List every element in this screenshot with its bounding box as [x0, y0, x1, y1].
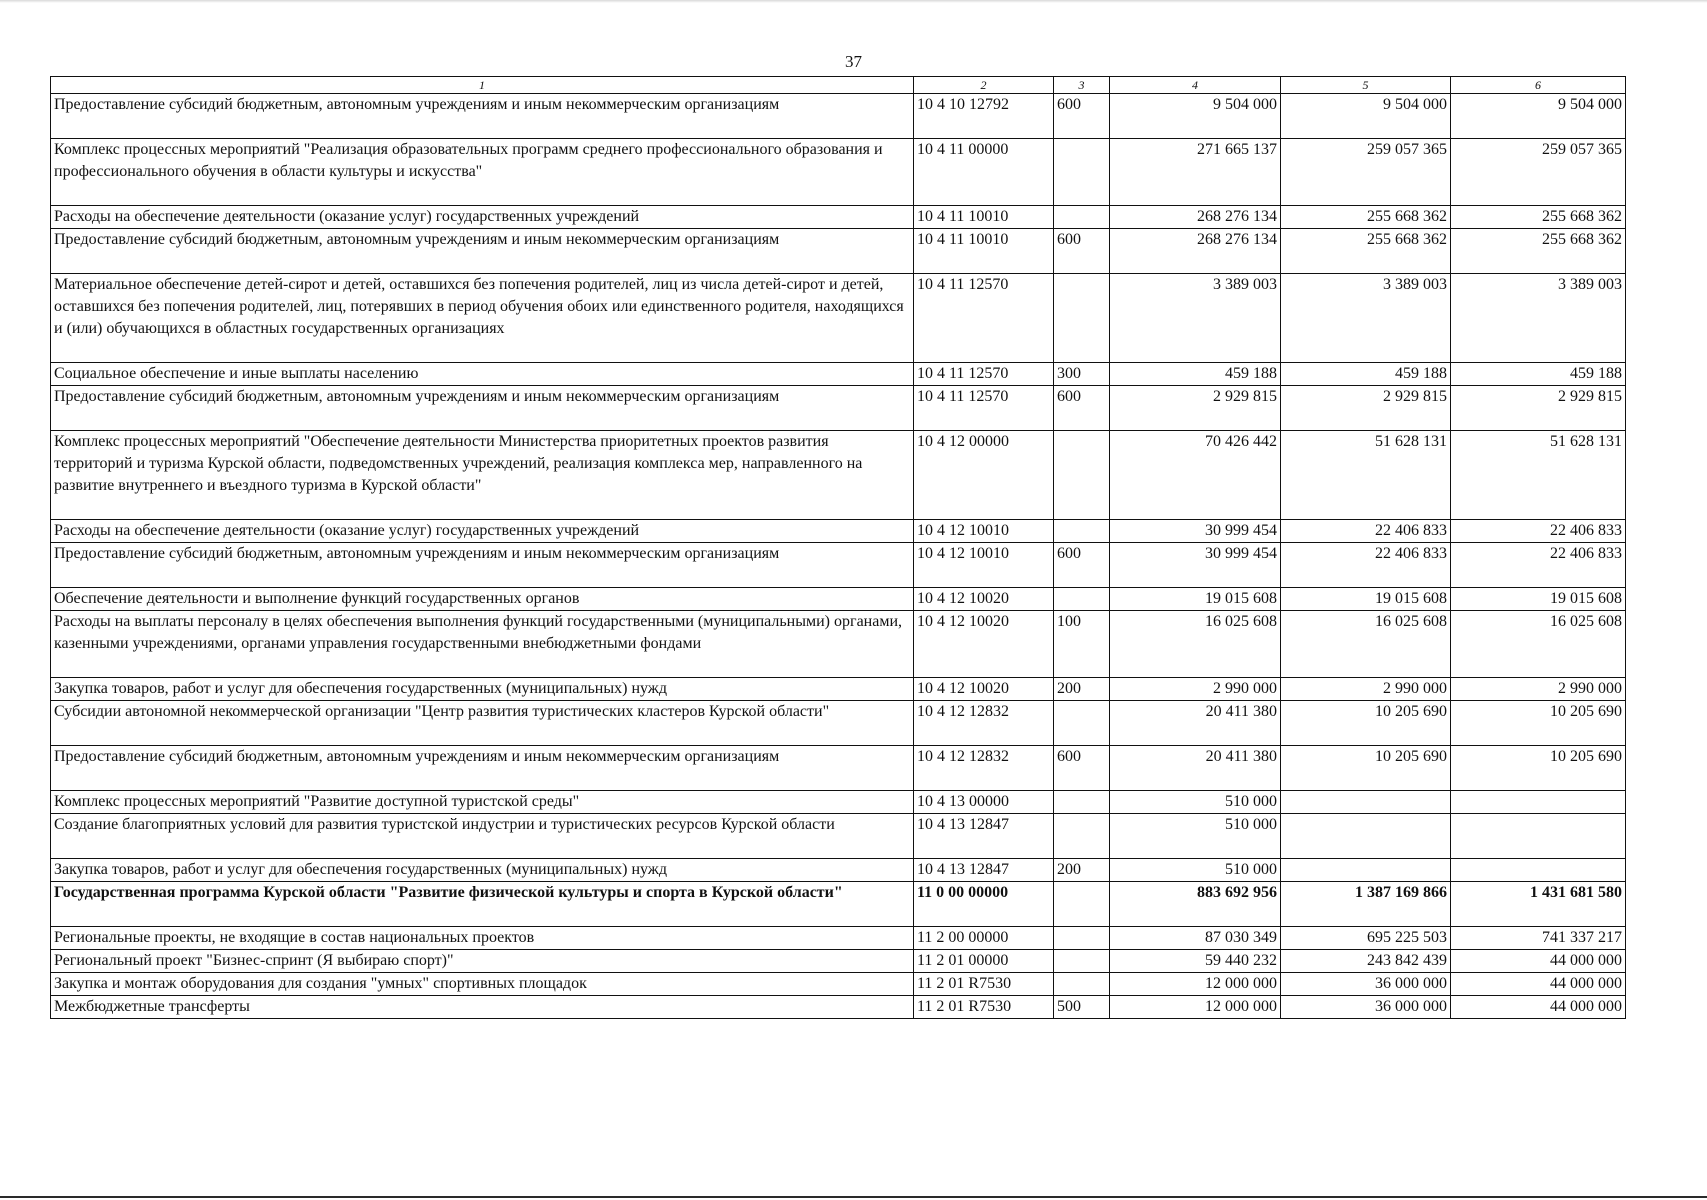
- amount-col5: 2 929 815: [1281, 386, 1451, 431]
- row-name: Региональный проект "Бизнес-спринт (Я выбираю спорт)": [51, 950, 914, 973]
- amount-col4: 19 015 608: [1110, 588, 1281, 611]
- amount-col4: 20 411 380: [1110, 701, 1281, 746]
- target-code: 10 4 11 10010: [914, 206, 1054, 229]
- amount-col5: 255 668 362: [1281, 229, 1451, 274]
- amount-col4: 268 276 134: [1110, 229, 1281, 274]
- target-code: 10 4 12 10020: [914, 678, 1054, 701]
- expense-type: 600: [1054, 746, 1110, 791]
- expense-type: [1054, 814, 1110, 859]
- amount-col4: 30 999 454: [1110, 543, 1281, 588]
- expense-type: [1054, 588, 1110, 611]
- table-row: [51, 814, 1626, 859]
- expense-type: [1054, 431, 1110, 520]
- target-code: 10 4 12 10010: [914, 543, 1054, 588]
- amount-col5: 243 842 439: [1281, 950, 1451, 973]
- amount-col6: 10 205 690: [1451, 701, 1626, 746]
- row-name: Предоставление субсидий бюджетным, автономным учреждениям и иным некоммерческим организациям: [51, 543, 914, 588]
- expense-type: 600: [1054, 94, 1110, 139]
- table-row: [51, 363, 1626, 386]
- target-code: 11 2 01 R7530: [914, 973, 1054, 996]
- table-row: [51, 206, 1626, 229]
- amount-col4: 510 000: [1110, 859, 1281, 882]
- amount-col4: 87 030 349: [1110, 927, 1281, 950]
- row-name: Расходы на выплаты персоналу в целях обеспечения выполнения функций государственными (муниципальными) органами, казенными учреждениями, органами управления государственными внебюджетными фондами: [51, 611, 914, 678]
- table-row: [51, 611, 1626, 678]
- target-code: 10 4 11 00000: [914, 139, 1054, 206]
- amount-col5: 255 668 362: [1281, 206, 1451, 229]
- target-code: 10 4 13 12847: [914, 859, 1054, 882]
- amount-col4: 2 929 815: [1110, 386, 1281, 431]
- expense-type: 600: [1054, 543, 1110, 588]
- row-name: Закупка товаров, работ и услуг для обеспечения государственных (муниципальных) нужд: [51, 859, 914, 882]
- column-number: 6: [1451, 77, 1626, 94]
- target-code: 10 4 12 10010: [914, 520, 1054, 543]
- amount-col4: 30 999 454: [1110, 520, 1281, 543]
- amount-col6: 255 668 362: [1451, 229, 1626, 274]
- amount-col5: 259 057 365: [1281, 139, 1451, 206]
- amount-col4: 271 665 137: [1110, 139, 1281, 206]
- expense-type: [1054, 139, 1110, 206]
- amount-col5: 51 628 131: [1281, 431, 1451, 520]
- target-code: 10 4 13 00000: [914, 791, 1054, 814]
- amount-col5: 1 387 169 866: [1281, 882, 1451, 927]
- column-number: 2: [914, 77, 1054, 94]
- table-row: [51, 520, 1626, 543]
- amount-col5: 36 000 000: [1281, 973, 1451, 996]
- target-code: 10 4 11 12570: [914, 274, 1054, 363]
- amount-col6: 259 057 365: [1451, 139, 1626, 206]
- row-name: Региональные проекты, не входящие в состав национальных проектов: [51, 927, 914, 950]
- amount-col6: [1451, 791, 1626, 814]
- row-name: Субсидии автономной некоммерческой организации "Центр развития туристических кластеров Курской области": [51, 701, 914, 746]
- target-code: 10 4 12 10020: [914, 611, 1054, 678]
- amount-col5: 459 188: [1281, 363, 1451, 386]
- amount-col4: 16 025 608: [1110, 611, 1281, 678]
- table-row: [51, 701, 1626, 746]
- amount-col6: 22 406 833: [1451, 543, 1626, 588]
- row-name: Комплекс процессных мероприятий "Развитие доступной туристской среды": [51, 791, 914, 814]
- target-code: 11 2 01 00000: [914, 950, 1054, 973]
- amount-col5: [1281, 814, 1451, 859]
- expense-type: 300: [1054, 363, 1110, 386]
- expense-type: [1054, 927, 1110, 950]
- column-number: 3: [1054, 77, 1110, 94]
- amount-col6: 255 668 362: [1451, 206, 1626, 229]
- target-code: 11 2 00 00000: [914, 927, 1054, 950]
- row-name: Межбюджетные трансферты: [51, 996, 914, 1019]
- amount-col4: 510 000: [1110, 791, 1281, 814]
- target-code: 10 4 12 12832: [914, 701, 1054, 746]
- target-code: 11 0 00 00000: [914, 882, 1054, 927]
- amount-col4: 268 276 134: [1110, 206, 1281, 229]
- amount-col4: 59 440 232: [1110, 950, 1281, 973]
- table-row: [51, 973, 1626, 996]
- amount-col6: 1 431 681 580: [1451, 882, 1626, 927]
- expense-type: [1054, 973, 1110, 996]
- row-name: Предоставление субсидий бюджетным, автономным учреждениям и иным некоммерческим организациям: [51, 386, 914, 431]
- amount-col5: 10 205 690: [1281, 701, 1451, 746]
- amount-col6: 741 337 217: [1451, 927, 1626, 950]
- row-name: Комплекс процессных мероприятий "Обеспечение деятельности Министерства приоритетных проектов развития территорий и туризма Курской области, подведомственных учреждений, реализация комплекса мер, направленного на развитие внутреннего и въездного туризма в Курской области": [51, 431, 914, 520]
- table-row: [51, 274, 1626, 363]
- amount-col4: 12 000 000: [1110, 973, 1281, 996]
- row-name: Предоставление субсидий бюджетным, автономным учреждениям и иным некоммерческим организациям: [51, 94, 914, 139]
- table-row: [51, 431, 1626, 520]
- column-number-row: [51, 77, 1626, 94]
- amount-col5: 19 015 608: [1281, 588, 1451, 611]
- scan-edge-bottom: [0, 1196, 1707, 1198]
- row-name: Предоставление субсидий бюджетным, автономным учреждениям и иным некоммерческим организациям: [51, 229, 914, 274]
- table-row: [51, 543, 1626, 588]
- target-code: 10 4 13 12847: [914, 814, 1054, 859]
- target-code: 11 2 01 R7530: [914, 996, 1054, 1019]
- row-name: Закупка товаров, работ и услуг для обеспечения государственных (муниципальных) нужд: [51, 678, 914, 701]
- amount-col5: 22 406 833: [1281, 543, 1451, 588]
- expense-type: 200: [1054, 859, 1110, 882]
- amount-col5: [1281, 859, 1451, 882]
- row-name: Закупка и монтаж оборудования для создания "умных" спортивных площадок: [51, 973, 914, 996]
- amount-col4: 510 000: [1110, 814, 1281, 859]
- expense-type: [1054, 791, 1110, 814]
- table-body: [51, 77, 1626, 1019]
- amount-col6: 2 990 000: [1451, 678, 1626, 701]
- table-row: [51, 94, 1626, 139]
- target-code: 10 4 11 12570: [914, 363, 1054, 386]
- table-row: [51, 678, 1626, 701]
- row-name: Расходы на обеспечение деятельности (оказание услуг) государственных учреждений: [51, 520, 914, 543]
- budget-table: [50, 76, 1626, 1019]
- expense-type: [1054, 206, 1110, 229]
- row-name: Обеспечение деятельности и выполнение функций государственных органов: [51, 588, 914, 611]
- amount-col4: 9 504 000: [1110, 94, 1281, 139]
- column-number: 4: [1110, 77, 1281, 94]
- amount-col4: 883 692 956: [1110, 882, 1281, 927]
- table-row: [51, 996, 1626, 1019]
- table-row: [51, 386, 1626, 431]
- amount-col4: 12 000 000: [1110, 996, 1281, 1019]
- row-name: Расходы на обеспечение деятельности (оказание услуг) государственных учреждений: [51, 206, 914, 229]
- amount-col5: 22 406 833: [1281, 520, 1451, 543]
- amount-col6: 3 389 003: [1451, 274, 1626, 363]
- expense-type: 500: [1054, 996, 1110, 1019]
- expense-type: [1054, 950, 1110, 973]
- target-code: 10 4 10 12792: [914, 94, 1054, 139]
- amount-col5: 10 205 690: [1281, 746, 1451, 791]
- amount-col6: 44 000 000: [1451, 950, 1626, 973]
- table-row: [51, 950, 1626, 973]
- amount-col5: 2 990 000: [1281, 678, 1451, 701]
- expense-type: 200: [1054, 678, 1110, 701]
- amount-col6: 22 406 833: [1451, 520, 1626, 543]
- scan-edge-top: [0, 0, 1707, 3]
- expense-type: 600: [1054, 229, 1110, 274]
- amount-col4: 20 411 380: [1110, 746, 1281, 791]
- row-name: Материальное обеспечение детей-сирот и детей, оставшихся без попечения родителей, лиц из числа детей-сирот и детей, оставшихся без попечения родителей, лиц, потерявших в период обучения обоих или единственного родителя, находящихся и (или) обучающихся в областных государственных организациях: [51, 274, 914, 363]
- amount-col5: 9 504 000: [1281, 94, 1451, 139]
- amount-col4: 3 389 003: [1110, 274, 1281, 363]
- table-row: [51, 746, 1626, 791]
- table-row: [51, 588, 1626, 611]
- row-name: Создание благоприятных условий для развития туристской индустрии и туристических ресурсов Курской области: [51, 814, 914, 859]
- table-row: [51, 139, 1626, 206]
- page-number: 37: [845, 52, 862, 71]
- table-row: [51, 859, 1626, 882]
- amount-col6: 16 025 608: [1451, 611, 1626, 678]
- expense-type: [1054, 520, 1110, 543]
- expense-type: [1054, 274, 1110, 363]
- amount-col6: 51 628 131: [1451, 431, 1626, 520]
- target-code: 10 4 12 10020: [914, 588, 1054, 611]
- row-name: Предоставление субсидий бюджетным, автономным учреждениям и иным некоммерческим организациям: [51, 746, 914, 791]
- amount-col6: 10 205 690: [1451, 746, 1626, 791]
- row-name: Комплекс процессных мероприятий "Реализация образовательных программ среднего профессионального образования и профессионального обучения в области культуры и искусства": [51, 139, 914, 206]
- column-number: 5: [1281, 77, 1451, 94]
- table-row: [51, 927, 1626, 950]
- expense-type: [1054, 701, 1110, 746]
- amount-col5: [1281, 791, 1451, 814]
- amount-col5: 36 000 000: [1281, 996, 1451, 1019]
- row-name: Государственная программа Курской области "Развитие физической культуры и спорта в Курской области": [51, 882, 914, 927]
- amount-col4: 2 990 000: [1110, 678, 1281, 701]
- amount-col6: 459 188: [1451, 363, 1626, 386]
- amount-col4: 459 188: [1110, 363, 1281, 386]
- table-row: [51, 882, 1626, 927]
- amount-col6: 9 504 000: [1451, 94, 1626, 139]
- amount-col6: [1451, 859, 1626, 882]
- amount-col6: 2 929 815: [1451, 386, 1626, 431]
- amount-col6: 19 015 608: [1451, 588, 1626, 611]
- expense-type: 600: [1054, 386, 1110, 431]
- target-code: 10 4 11 12570: [914, 386, 1054, 431]
- row-name: Социальное обеспечение и иные выплаты населению: [51, 363, 914, 386]
- target-code: 10 4 12 00000: [914, 431, 1054, 520]
- table-row: [51, 229, 1626, 274]
- expense-type: [1054, 882, 1110, 927]
- target-code: 10 4 12 12832: [914, 746, 1054, 791]
- amount-col5: 695 225 503: [1281, 927, 1451, 950]
- amount-col5: 16 025 608: [1281, 611, 1451, 678]
- table-row: [51, 791, 1626, 814]
- amount-col6: 44 000 000: [1451, 973, 1626, 996]
- amount-col6: [1451, 814, 1626, 859]
- amount-col4: 70 426 442: [1110, 431, 1281, 520]
- column-number: 1: [51, 77, 914, 94]
- target-code: 10 4 11 10010: [914, 229, 1054, 274]
- amount-col5: 3 389 003: [1281, 274, 1451, 363]
- expense-type: 100: [1054, 611, 1110, 678]
- amount-col6: 44 000 000: [1451, 996, 1626, 1019]
